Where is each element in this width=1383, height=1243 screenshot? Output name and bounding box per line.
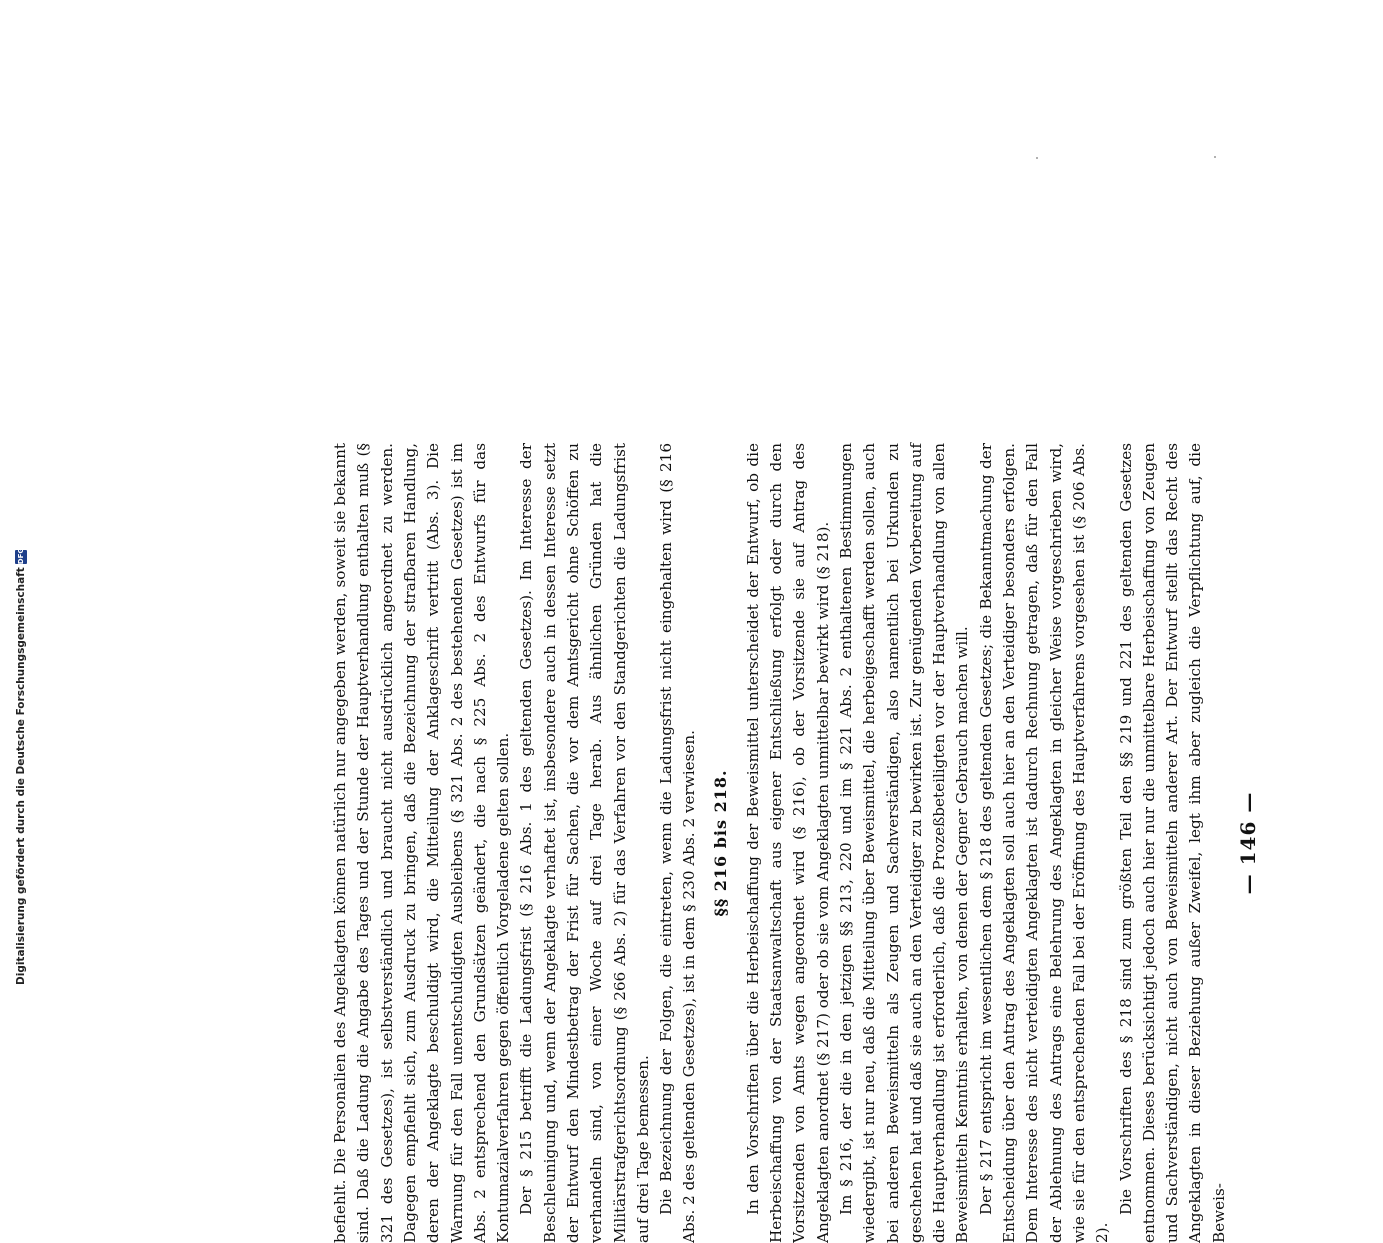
digitization-credit xyxy=(13,547,29,985)
paragraph: In den Vorschriften über die Herbeischaffung der Beweismittel unterscheidet der Entwurf, ob die Herbeischaffung von der Staatsanwaltschaft aus eigener Entschließung erfolgt oder durch den Vorsitzenden von Amts wegen angeordnet wird (§ 216), ob der Vorsitzende sie auf Antrag des Angeklagten anordnet (§ 217) oder ob sie vom Angeklagten unmittelbar bewirkt wird (§ 218). xyxy=(743,443,832,1243)
scan-speck xyxy=(1036,157,1038,159)
paragraph: Die Vorschriften des § 218 sind zum größten Teil den §§ 219 und 221 des geltenden Gesetzes entnommen. Dieses berücksichtigt jedoch auch hier nur die unmittelbare Herbeischaffung von Zeugen und Sachverständigen, nicht auch von Beweismitteln anderer Art. Der Entwurf stellt das Recht des Angeklagten in dieser Beziehung außer Zweifel, legt ihm aber zugleich die Verpflichtung auf, die Beweis- xyxy=(1116,443,1228,1243)
paragraph: befiehlt. Die Personalien des Angeklagten können natürlich nur angegeben werden, soweit sie bekannt sind. Daß die Ladung die Angabe des Tages und der Stunde der Hauptverhandlung enthalten muß (§ 321 des Gesetzes), ist selbstverständlich und braucht nicht ausdrücklich angeordnet zu werden. Dagegen empfiehlt sich, zum Ausdruck zu bringen, daß die Bezeichnung der strafbaren Handlung, deren der Angeklagte beschuldigt wird, die Mitteilung der Anklageschrift vertritt (Abs. 3). Die Warnung für den Fall unentschuldigten Ausbleibens (§ 321 Abs. 2 des bestehenden Gesetzes) ist im Abs. 2 entsprechend den Grundsätzen geändert, die nach § 225 Abs. 2 des Entwurfs für das Kontumazialverfahren gegen öffentlich Vorgeladene gelten sollen. xyxy=(331,443,513,1243)
paragraph: Der § 215 betrifft die Ladungsfrist (§ 216 Abs. 1 des geltenden Gesetzes). Im Interesse der Beschleunigung und, wenn der Angeklagte verhaftet ist, insbesondere auch in dessen Interesse setzt der Entwurf den Mindestbetrag der Frist für Sachen, die vor dem Amtsgericht ohne Schöffen zu verhandeln sind, von einer Woche auf drei Tage herab. Aus ähnlichen Gründen hat die Militärstrafgerichtsordnung (§ 266 Abs. 2) für das Verfahren vor den Standgerichten die Ladungsfrist auf drei Tage bemessen. xyxy=(517,443,652,1243)
page-number: — 146 — xyxy=(1236,791,1260,895)
page-body xyxy=(151,443,1231,1243)
scan-speck xyxy=(1214,156,1216,158)
paragraph: Die Bezeichnung der Folgen, die eintreten, wenn die Ladungsfrist nicht eingehalten wird (§ 216 Abs. 2 des geltenden Gesetzes), ist in dem § 230 Abs. 2 verwiesen. xyxy=(657,443,699,1243)
section-heading: §§ 216 bis 218. xyxy=(710,769,730,917)
credit-text: Digitalisierung gefördert durch die Deutsche Forschungsgemeinschaft xyxy=(15,567,27,985)
paragraph: Der § 217 entspricht im wesentlichen dem § 218 des geltenden Gesetzes; die Bekanntmachung der Entscheidung über den Antrag des Angeklagten soll auch hier an den Verteidiger besonders erfolgen. Dem Interesse des nicht verteidigten Angeklagten ist dadurch Rechnung getragen, daß für den Fall der Ablehnung des Antrags eine Belehrung des Angeklagten in gleicher Weise vorgeschrieben wird, wie sie für den entsprechenden Fall bei der Eröffnung des Hauptverfahrens vorgesehen ist (§ 206 Abs. 2). xyxy=(976,443,1112,1243)
rotated-page-content xyxy=(151,443,1260,1243)
dfg-logo-icon: DFG xyxy=(17,547,25,565)
paragraph: Im § 216, der die in den jetzigen §§ 213, 220 und im § 221 Abs. 2 enthaltenen Bestimmungen wiedergibt, ist nur neu, daß die Mitteilung über Beweismittel, die herbeigeschafft werden sollen, auch bei anderen Beweismitteln als Zeugen und Sachverständigen, also namentlich bei Urkunden zu geschehen hat und daß sie auch an den Verteidiger zu bewirken ist. Zur genügenden Vorbereitung auf die Hauptverhandlung ist erforderlich, daß die Prozeßbeteiligten vor der Hauptverhandlung von allen Beweismitteln Kenntnis erhalten, von denen der Gegner Gebrauch machen will. xyxy=(836,443,972,1243)
